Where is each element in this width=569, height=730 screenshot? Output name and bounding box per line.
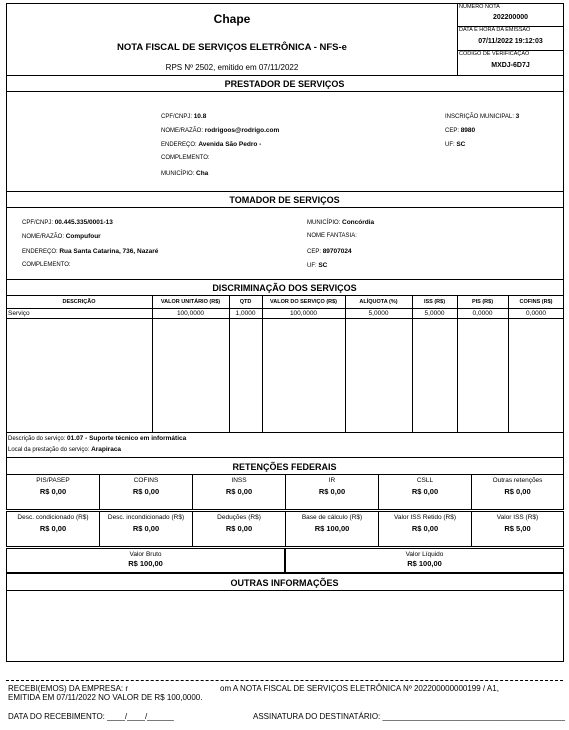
codigo-verificacao-value: MXDJ-6D7J bbox=[491, 62, 530, 69]
desc-incondicionado-cell: Desc. incondicionado (R$) R$ 0,00 bbox=[99, 511, 193, 547]
tomador-uf: UF: SC bbox=[307, 262, 328, 269]
tomador-cep: CEP: 89707024 bbox=[307, 248, 352, 255]
tomador-box bbox=[6, 207, 564, 280]
table-header-divider bbox=[6, 308, 564, 309]
numero-nota-value: 202200000 bbox=[492, 14, 529, 21]
table-cell-descricao: Serviço bbox=[8, 310, 30, 317]
valor-liquido-cell: Valor Líquido R$ 100,00 bbox=[285, 548, 564, 573]
table-header-iss: ISS (R$) bbox=[423, 299, 446, 305]
tomador-complemento: COMPLEMENTO: bbox=[22, 262, 71, 268]
numero-nota-label: NÚMERO NOTA bbox=[459, 4, 500, 10]
recebemos-line2: EMITIDA EM 07/11/2022 NO VALOR DE R$ 100,0000. bbox=[8, 693, 203, 702]
prestador-title: PRESTADOR DE SERVIÇOS bbox=[224, 79, 345, 89]
prestador-endereco: ENDEREÇO: Avenida São Pedro - bbox=[161, 141, 262, 148]
tomador-title: TOMADOR DE SERVIÇOS bbox=[229, 195, 340, 205]
discriminacao-title: DISCRIMINAÇÃO DOS SERVIÇOS bbox=[212, 283, 357, 293]
outras-content-box bbox=[6, 590, 564, 662]
table-cell-valor-unitario: 100,0000 bbox=[176, 310, 205, 317]
table-header-qtd: QTD bbox=[239, 299, 252, 305]
prestador-uf: UF: SC bbox=[445, 141, 466, 148]
document-title: NOTA FISCAL DE SERVIÇOS ELETRÔNICA - NFS-e bbox=[117, 42, 347, 53]
data-emissao-value: 07/11/2022 19:12:03 bbox=[478, 38, 543, 45]
table-row-divider bbox=[6, 318, 564, 319]
table-header-aliquota: ALÍQUOTA (%) bbox=[359, 299, 398, 305]
data-emissao-label: DATA E HORA DA EMISSÃO bbox=[459, 27, 531, 33]
table-header-descricao: DESCRIÇÃO bbox=[62, 299, 96, 305]
local-prestacao: Local da prestação do serviço: Arapiraca bbox=[8, 446, 122, 453]
outras-retencoes-cell: Outras retenções R$ 0,00 bbox=[471, 474, 564, 510]
tomador-municipio: MUNICÍPIO: Concórdia bbox=[307, 219, 375, 226]
tomador-endereco: ENDEREÇO: Rua Santa Catarina, 736, Nazaré bbox=[22, 248, 159, 255]
prestador-nome: NOME/RAZÃO: rodrigoos@rodrigo.com bbox=[161, 127, 280, 134]
valor-bruto-cell: Valor Bruto R$ 100,00 bbox=[6, 548, 285, 573]
prestador-box bbox=[6, 91, 564, 192]
cofins-cell: COFINS R$ 0,00 bbox=[99, 474, 193, 510]
ir-cell: IR R$ 0,00 bbox=[285, 474, 379, 510]
valor-iss-cell: Valor ISS (R$) R$ 5,00 bbox=[471, 511, 564, 547]
prestador-complemento: COMPLEMENTO: bbox=[161, 155, 210, 161]
retencoes-title: RETENÇÕES FEDERAIS bbox=[232, 462, 337, 472]
deducoes-cell: Deduções (R$) R$ 0,00 bbox=[192, 511, 286, 547]
tomador-fantasia: NOME FANTASIA: bbox=[307, 233, 357, 239]
pis-cell: PIS/PASEP R$ 0,00 bbox=[6, 474, 100, 510]
iss-retido-cell: Valor ISS Retido (R$) R$ 0,00 bbox=[378, 511, 472, 547]
outras-title: OUTRAS INFORMAÇÕES bbox=[230, 578, 339, 588]
table-cell-valor-servico: 100,0000 bbox=[289, 310, 318, 317]
prestador-inscricao: INSCRIÇÃO MUNICIPAL: 3 bbox=[445, 113, 520, 120]
table-cell-pis: 0,0000 bbox=[472, 310, 493, 317]
csll-cell: CSLL R$ 0,00 bbox=[378, 474, 472, 510]
assinatura-destinatario: ASSINATURA DO DESTINATÁRIO: _________________________________________ bbox=[253, 712, 565, 721]
prestador-cpf: CPF/CNPJ: 10.8 bbox=[161, 113, 207, 120]
prestador-municipio: MUNICÍPIO: Cha bbox=[161, 170, 209, 177]
desc-condicionado-cell: Desc. condicionado (R$) R$ 0,00 bbox=[6, 511, 100, 547]
descricao-servico: Descrição do serviço: 01.07 - Suporte técnico em informática bbox=[8, 435, 187, 442]
table-header-valor-servico: VALOR DO SERVIÇO (R$) bbox=[269, 299, 338, 305]
tomador-nome: NOME/RAZÃO: Compufour bbox=[22, 233, 101, 240]
table-cell-cofins: 0,0000 bbox=[526, 310, 546, 317]
tomador-cpf: CPF/CNPJ: 00.445.335/0001-13 bbox=[22, 219, 113, 226]
table-cell-qtd: 1,0000 bbox=[235, 310, 256, 317]
codigo-verificacao-label: CÓDIGO DE VERIFICAÇÃO bbox=[459, 51, 530, 57]
city-name: Chape bbox=[213, 12, 251, 26]
table-header-pis: PIS (R$) bbox=[471, 299, 494, 305]
prestador-cep: CEP: 8980 bbox=[445, 127, 476, 134]
rps-info: RPS Nº 2502, emitido em 07/11/2022 bbox=[165, 63, 299, 72]
cut-line bbox=[6, 680, 563, 681]
table-cell-iss: 5,0000 bbox=[424, 310, 445, 317]
table-header-valor-unitario: VALOR UNITÁRIO (R$) bbox=[160, 299, 221, 305]
inss-cell: INSS R$ 0,00 bbox=[192, 474, 286, 510]
table-cell-aliquota: 5,0000 bbox=[368, 310, 389, 317]
recebemos-line1: RECEBI(EMOS) DA EMPRESA: r om A NOTA FISCAL DE SERVIÇOS ELETRÔNICA Nº 202200000000199 / A1, bbox=[8, 684, 499, 693]
base-calculo-cell: Base de cálculo (R$) R$ 100,00 bbox=[285, 511, 379, 547]
table-header-cofins: COFINS (R$) bbox=[519, 299, 553, 305]
data-recebimento: DATA DO RECEBIMENTO: ____/____/______ bbox=[8, 712, 174, 721]
